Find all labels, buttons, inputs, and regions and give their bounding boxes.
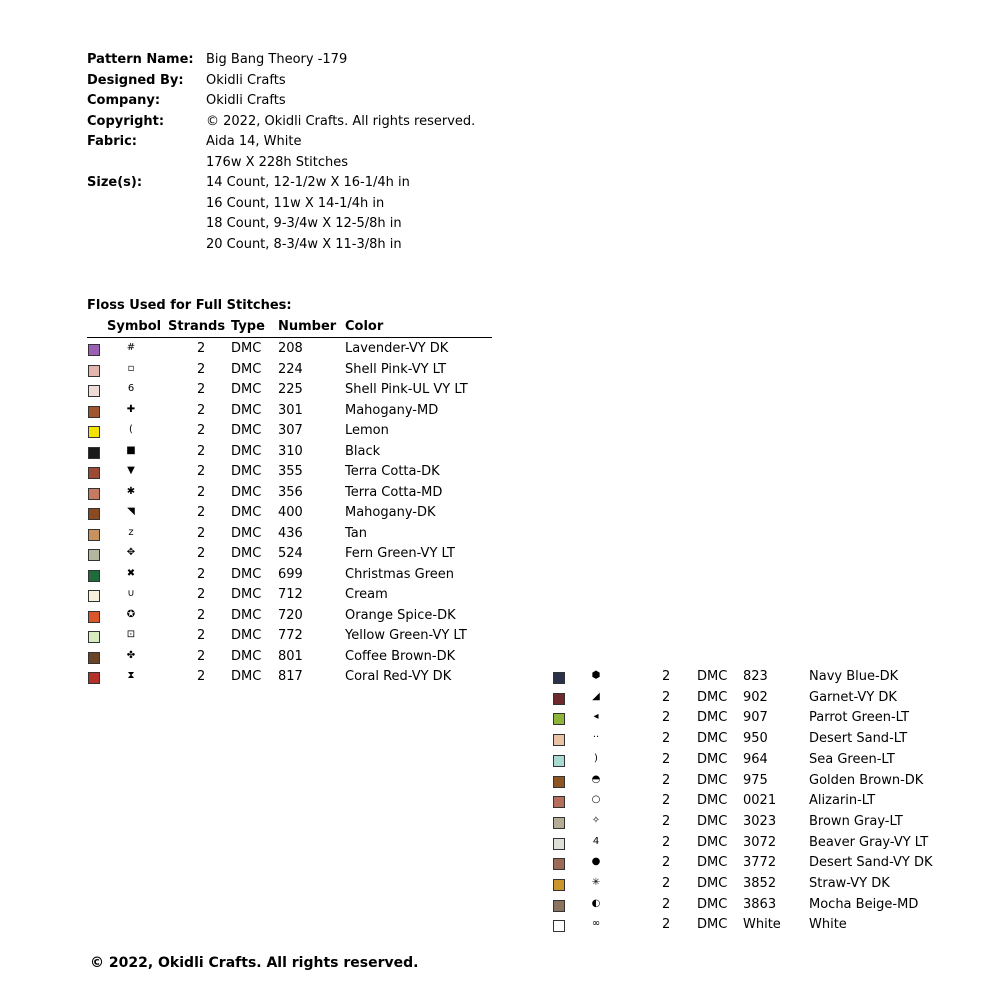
header-strands: Strands [168, 319, 226, 334]
strands-cell: 2 [197, 669, 206, 684]
color-name-cell: Fern Green-VY LT [345, 546, 455, 561]
color-name-cell: Terra Cotta-MD [345, 484, 443, 500]
stitch-symbol-icon: z [128, 526, 134, 538]
info-label: Fabric: [87, 134, 137, 149]
number-cell: 0021 [743, 793, 777, 809]
color-swatch [553, 838, 565, 850]
stitch-symbol-icon: ✖ [126, 567, 136, 579]
number-cell: 975 [743, 772, 768, 788]
stitch-symbol-icon: ◂ [593, 711, 599, 723]
color-swatch [553, 672, 565, 684]
color-swatch [88, 652, 100, 664]
number-cell: 772 [278, 628, 303, 643]
type-cell: DMC [231, 525, 262, 541]
footer-copyright: © 2022, Okidli Crafts. All rights reserved. [90, 955, 419, 971]
number-cell: 950 [743, 731, 768, 747]
type-cell: DMC [231, 669, 262, 684]
strands-cell: 2 [662, 669, 671, 684]
color-name-cell: Lavender-VY DK [345, 341, 449, 356]
color-name-cell: Sea Green-LT [809, 751, 895, 767]
stitch-symbol-icon: ✪ [126, 608, 136, 620]
color-name-cell: White [809, 917, 847, 933]
color-swatch [88, 631, 100, 643]
color-swatch [553, 920, 565, 932]
number-cell: 524 [278, 546, 303, 561]
strands-cell: 2 [662, 793, 671, 809]
number-cell: 3072 [743, 834, 777, 850]
stitch-symbol-icon: ⧗ [127, 670, 135, 681]
number-cell: 3863 [743, 896, 777, 912]
number-cell: 3023 [743, 813, 777, 829]
type-cell: DMC [231, 587, 262, 602]
number-cell: 801 [278, 648, 303, 664]
color-name-cell: Terra Cotta-DK [345, 464, 440, 479]
floss-section-title: Floss Used for Full Stitches: [87, 298, 292, 313]
type-cell: DMC [231, 464, 262, 479]
info-value: 16 Count, 11w X 14-1/4h in [206, 195, 385, 211]
number-cell: 301 [278, 402, 303, 418]
type-cell: DMC [697, 689, 728, 705]
color-name-cell: Christmas Green [345, 566, 455, 582]
strands-cell: 2 [662, 772, 671, 788]
stitch-symbol-icon: ◓ [591, 773, 601, 785]
type-cell: DMC [697, 917, 728, 933]
color-name-cell: Tan [345, 525, 367, 541]
color-swatch [88, 570, 100, 582]
number-cell: 224 [278, 361, 303, 377]
color-swatch [88, 488, 100, 500]
color-swatch [553, 796, 565, 808]
type-cell: DMC [231, 505, 262, 520]
stitch-symbol-icon: ) [594, 752, 598, 764]
color-name-cell: Brown Gray-LT [809, 813, 903, 829]
stitch-symbol-icon: ■ [126, 444, 136, 456]
strands-cell: 2 [662, 689, 671, 705]
color-swatch [88, 365, 100, 377]
stitch-symbol-icon: ◢ [592, 690, 600, 702]
stitch-symbol-icon: ✚ [126, 403, 136, 415]
color-name-cell: Garnet-VY DK [809, 689, 897, 705]
color-name-cell: Mahogany-DK [345, 505, 436, 520]
stitch-symbol-icon: ✧ [591, 814, 601, 826]
type-cell: DMC [697, 772, 728, 788]
color-swatch [88, 590, 100, 602]
number-cell: 817 [278, 669, 303, 684]
strands-cell: 2 [197, 628, 206, 643]
color-swatch [88, 549, 100, 561]
strands-cell: 2 [662, 896, 671, 912]
color-name-cell: Desert Sand-LT [809, 731, 908, 747]
color-name-cell: Straw-VY DK [809, 876, 890, 891]
type-cell: DMC [697, 813, 728, 829]
stitch-symbol-icon: ✱ [126, 485, 136, 497]
number-cell: 907 [743, 710, 768, 726]
info-value: Okidli Crafts [206, 73, 286, 88]
number-cell: 400 [278, 505, 303, 520]
color-swatch [88, 672, 100, 684]
color-name-cell: Beaver Gray-VY LT [809, 834, 929, 850]
color-name-cell: Navy Blue-DK [809, 669, 899, 684]
stitch-symbol-icon: ◐ [591, 897, 601, 909]
color-swatch [553, 693, 565, 705]
strands-cell: 2 [662, 855, 671, 871]
number-cell: 699 [278, 566, 303, 582]
info-value: Big Bang Theory -179 [206, 52, 348, 67]
strands-cell: 2 [662, 917, 671, 933]
color-swatch [553, 817, 565, 829]
strands-cell: 2 [197, 607, 206, 623]
info-value: 20 Count, 8-3/4w X 11-3/8h in [206, 236, 402, 252]
info-label: Designed By: [87, 73, 184, 88]
stitch-symbol-icon: ·· [592, 732, 600, 744]
strands-cell: 2 [197, 648, 206, 664]
number-cell: 720 [278, 607, 303, 623]
color-name-cell: Black [345, 443, 381, 459]
type-cell: DMC [231, 382, 262, 397]
info-value: 14 Count, 12-1/2w X 16-1/4h in [206, 175, 410, 190]
color-name-cell: Shell Pink-UL VY LT [345, 382, 468, 397]
info-label: Size(s): [87, 175, 143, 190]
type-cell: DMC [697, 896, 728, 912]
strands-cell: 2 [197, 443, 206, 459]
stitch-symbol-icon: 4 [592, 835, 600, 847]
type-cell: DMC [697, 876, 728, 891]
color-swatch [88, 344, 100, 356]
stitch-symbol-icon: ⬢ [591, 670, 601, 681]
type-cell: DMC [231, 443, 262, 459]
strands-cell: 2 [197, 546, 206, 561]
type-cell: DMC [231, 628, 262, 643]
stitch-symbol-icon: ⊡ [126, 629, 136, 640]
color-name-cell: Golden Brown-DK [809, 772, 924, 788]
stitch-symbol-icon: ✥ [126, 547, 136, 558]
strands-cell: 2 [662, 710, 671, 726]
number-cell: 712 [278, 587, 303, 602]
header-color: Color [345, 319, 384, 334]
color-swatch [553, 755, 565, 767]
color-name-cell: Cream [345, 587, 388, 602]
type-cell: DMC [697, 669, 728, 684]
strands-cell: 2 [662, 834, 671, 850]
color-name-cell: Shell Pink-VY LT [345, 361, 447, 377]
color-swatch [553, 776, 565, 788]
number-cell: 436 [278, 525, 303, 541]
stitch-symbol-icon: ∪ [127, 588, 135, 599]
type-cell: DMC [231, 566, 262, 582]
type-cell: DMC [697, 751, 728, 767]
info-value: 18 Count, 9-3/4w X 12-5/8h in [206, 216, 402, 231]
stitch-symbol-icon: 6 [127, 383, 135, 394]
info-value: © 2022, Okidli Crafts. All rights reserved. [206, 114, 476, 129]
header-number: Number [278, 319, 337, 334]
number-cell: 964 [743, 751, 768, 767]
color-swatch [553, 900, 565, 912]
color-name-cell: Mahogany-MD [345, 402, 439, 418]
number-cell: 3852 [743, 876, 777, 891]
type-cell: DMC [697, 710, 728, 726]
info-value: 176w X 228h Stitches [206, 154, 349, 170]
number-cell: 310 [278, 443, 303, 459]
type-cell: DMC [231, 402, 262, 418]
stitch-symbol-icon: ▫ [127, 362, 135, 374]
color-name-cell: Lemon [345, 423, 389, 438]
info-value: Okidli Crafts [206, 93, 286, 108]
info-value: Aida 14, White [206, 134, 302, 149]
type-cell: DMC [231, 361, 262, 377]
type-cell: DMC [231, 423, 262, 438]
type-cell: DMC [231, 484, 262, 500]
color-name-cell: Parrot Green-LT [809, 710, 910, 726]
number-cell: 902 [743, 689, 768, 705]
number-cell: 356 [278, 484, 303, 500]
strands-cell: 2 [197, 341, 206, 356]
color-swatch [553, 713, 565, 725]
stitch-symbol-icon: ( [129, 424, 133, 435]
stitch-symbol-icon: ✤ [126, 649, 136, 661]
stitch-symbol-icon: ● [591, 856, 601, 868]
color-swatch [88, 426, 100, 438]
strands-cell: 2 [662, 876, 671, 891]
number-cell: 3772 [743, 855, 777, 871]
color-swatch [88, 508, 100, 520]
stitch-symbol-icon: ○ [591, 794, 601, 806]
number-cell: 225 [278, 382, 303, 397]
color-swatch [553, 734, 565, 746]
color-swatch [88, 385, 100, 397]
strands-cell: 2 [197, 505, 206, 520]
color-swatch [88, 447, 100, 459]
color-name-cell: Desert Sand-VY DK [809, 855, 933, 871]
number-cell: 307 [278, 423, 303, 438]
stitch-symbol-icon: # [126, 342, 136, 353]
strands-cell: 2 [662, 751, 671, 767]
color-name-cell: Orange Spice-DK [345, 607, 456, 623]
stitch-symbol-icon: ∞ [591, 918, 601, 930]
type-cell: DMC [697, 731, 728, 747]
color-swatch [553, 879, 565, 891]
header-divider [87, 337, 492, 338]
color-swatch [553, 858, 565, 870]
color-swatch [88, 529, 100, 541]
number-cell: 823 [743, 669, 768, 684]
type-cell: DMC [697, 834, 728, 850]
info-label: Pattern Name: [87, 52, 194, 67]
color-swatch [88, 611, 100, 623]
strands-cell: 2 [197, 361, 206, 377]
strands-cell: 2 [197, 525, 206, 541]
stitch-symbol-icon: ◥ [127, 506, 135, 517]
color-name-cell: Mocha Beige-MD [809, 896, 919, 912]
stitch-symbol-icon: ▼ [127, 465, 135, 476]
strands-cell: 2 [197, 402, 206, 418]
strands-cell: 2 [197, 587, 206, 602]
strands-cell: 2 [662, 813, 671, 829]
header-symbol: Symbol [107, 319, 162, 334]
type-cell: DMC [697, 793, 728, 809]
info-label: Copyright: [87, 114, 165, 129]
stitch-symbol-icon: ✳ [591, 877, 601, 888]
strands-cell: 2 [197, 464, 206, 479]
strands-cell: 2 [662, 731, 671, 747]
type-cell: DMC [697, 855, 728, 871]
header-type: Type [231, 319, 265, 334]
type-cell: DMC [231, 648, 262, 664]
number-cell: 355 [278, 464, 303, 479]
number-cell: White [743, 917, 781, 933]
color-swatch [88, 467, 100, 479]
color-name-cell: Alizarin-LT [809, 793, 876, 809]
type-cell: DMC [231, 546, 262, 561]
color-name-cell: Coffee Brown-DK [345, 648, 456, 664]
info-label: Company: [87, 93, 161, 108]
strands-cell: 2 [197, 423, 206, 438]
type-cell: DMC [231, 341, 262, 356]
color-swatch [88, 406, 100, 418]
strands-cell: 2 [197, 382, 206, 397]
color-name-cell: Yellow Green-VY LT [345, 628, 467, 643]
type-cell: DMC [231, 607, 262, 623]
number-cell: 208 [278, 341, 303, 356]
strands-cell: 2 [197, 566, 206, 582]
color-name-cell: Coral Red-VY DK [345, 669, 452, 684]
strands-cell: 2 [197, 484, 206, 500]
